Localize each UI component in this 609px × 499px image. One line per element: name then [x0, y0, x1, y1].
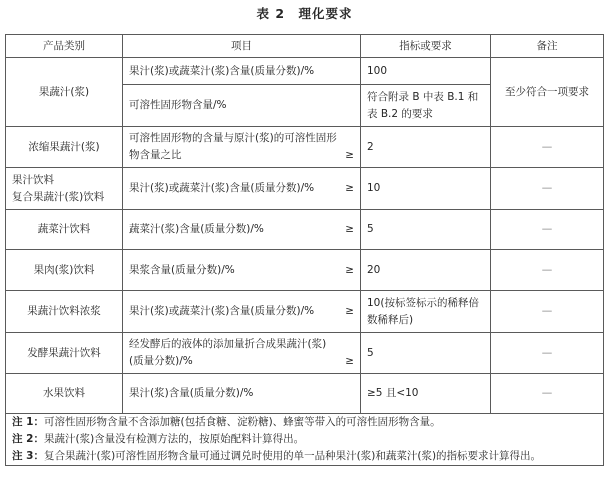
header-item: 项目 [123, 35, 361, 58]
note-1 [12, 414, 597, 431]
requirement-cell: 2 [361, 127, 491, 168]
notes-cell [6, 414, 604, 466]
note-cell: — [491, 333, 604, 374]
requirement-cell: 5 [361, 333, 491, 374]
requirement-cell: 100 [361, 58, 491, 85]
note-text: 果蔬汁(浆)含量没有检测方法的，按原始配料计算得出。 [43, 433, 305, 445]
item-text: 果汁(浆)或蔬菜汁(浆)含量(质量分数)/% [129, 64, 315, 77]
ge-symbol: ≥ [345, 182, 354, 194]
header-requirement: 指标或要求 [361, 35, 491, 58]
note-cell: — [491, 291, 604, 333]
category-cell: 蔬菜汁饮料 [6, 210, 123, 250]
item-text: 果浆含量(质量分数)/% [129, 263, 235, 276]
table-row [6, 333, 604, 374]
category-cell: 果肉(浆)饮料 [6, 250, 123, 291]
note-text: 复合果蔬汁(浆)可溶性固形物含量可通过调兑时使用的单一品种果汁(浆)和蔬菜汁(浆)的指标要求计算得出。 [43, 450, 542, 462]
item-text: 可溶性固形物含量/% [129, 99, 227, 111]
note-cell: — [491, 168, 604, 210]
item-cell [123, 374, 361, 414]
category-cell: 果汁饮料 复合果蔬汁(浆)饮料 [6, 168, 123, 210]
item-cell [123, 210, 361, 250]
item-text: 蔬菜汁(浆)含量(质量分数)/% [129, 223, 264, 235]
note-3 [12, 448, 597, 465]
item-text: 可溶性固形物的含量与原汁(浆)的可溶性固形物含量之比 [129, 132, 337, 161]
table-row [6, 127, 604, 168]
item-text: 果汁(浆)含量(质量分数)/% [129, 387, 254, 399]
item-cell [123, 291, 361, 333]
requirement-cell: ≥5 且<10 [361, 374, 491, 414]
note-cell: — [491, 374, 604, 414]
table-row [6, 58, 604, 85]
note-cell: 至少符合一项要求 [491, 58, 604, 127]
item-cell [123, 168, 361, 210]
note-cell: — [491, 127, 604, 168]
ge-symbol: ≥ [345, 263, 354, 276]
note-text: 可溶性固形物含量不含添加糖(包括食糖、淀粉糖)、蜂蜜等带入的可溶性固形物含量。 [43, 416, 441, 428]
notes-row [6, 414, 604, 466]
note-cell: — [491, 210, 604, 250]
item-text: 果汁(浆)或蔬菜汁(浆)含量(质量分数)/% [129, 182, 315, 194]
note-label: 注 1： [12, 416, 44, 428]
item-text: 经发酵后的液体的添加量折合成果蔬汁(浆)(质量分数)/% [129, 338, 327, 367]
note-2 [12, 431, 597, 448]
category-cell: 果蔬汁(浆) [6, 58, 123, 127]
requirement-cell: 10 [361, 168, 491, 210]
item-text: 果汁(浆)或蔬菜汁(浆)含量(质量分数)/% [129, 305, 315, 317]
note-cell: — [491, 250, 604, 291]
ge-symbol: ≥ [345, 223, 354, 235]
requirement-cell: 20 [361, 250, 491, 291]
category-cell: 浓缩果蔬汁(浆) [6, 127, 123, 168]
item-cell [123, 58, 361, 85]
header-category: 产品类别 [6, 35, 123, 58]
item-cell [123, 250, 361, 291]
table-row [6, 250, 604, 291]
header-row [6, 35, 604, 58]
item-cell [123, 127, 361, 168]
requirement-cell: 符合附录 B 中表 B.1 和表 B.2 的要求 [361, 85, 491, 127]
ge-symbol: ≥ [345, 305, 354, 317]
requirement-cell: 10(按标签标示的稀释倍数稀释后) [361, 291, 491, 333]
physicochemical-requirements-table [5, 34, 604, 466]
category-cell: 果蔬汁饮料浓浆 [6, 291, 123, 333]
item-cell [123, 333, 361, 374]
note-label: 注 2： [12, 433, 44, 445]
table-row [6, 210, 604, 250]
table-row [6, 168, 604, 210]
header-note: 备注 [491, 35, 604, 58]
category-cell: 水果饮料 [6, 374, 123, 414]
ge-symbol: ≥ [345, 149, 354, 161]
ge-symbol: ≥ [345, 355, 354, 367]
table-row [6, 374, 604, 414]
note-label: 注 3： [12, 450, 44, 462]
requirement-cell: 5 [361, 210, 491, 250]
item-cell [123, 85, 361, 127]
table-caption: 表 2 理化要求 [256, 6, 353, 21]
category-cell: 发酵果蔬汁饮料 [6, 333, 123, 374]
table-row [6, 291, 604, 333]
